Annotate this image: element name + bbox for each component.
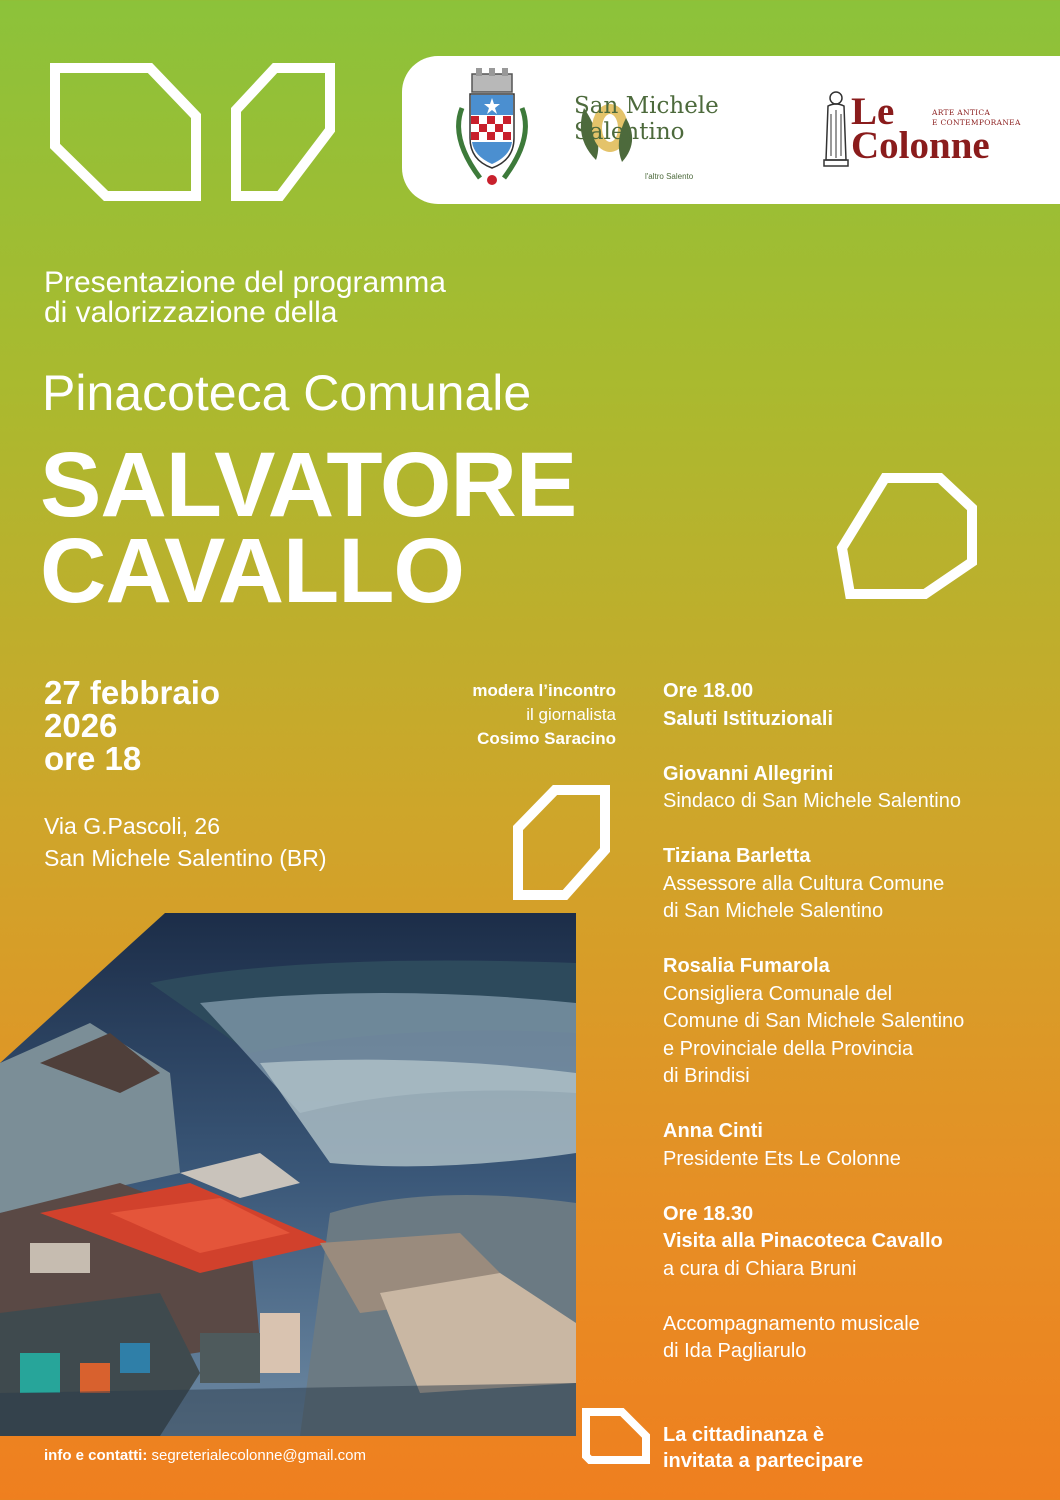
le-colonne-sub-line1: ARTE ANTICA [932, 108, 991, 117]
program-item-title: Rosalia Fumarola [663, 955, 830, 977]
san-michele-logo-text [574, 93, 719, 145]
moderator-line2: il giornalista [526, 705, 616, 724]
artist-name [40, 434, 577, 622]
program-item-line: di San Michele Salentino [663, 900, 884, 922]
program-item-line: Saluti Istituzionali [663, 707, 834, 730]
contact-label: info e contatti: [44, 1447, 148, 1464]
contact-info [44, 1447, 366, 1464]
pinacoteca-heading: Pinacoteca Comunale [42, 365, 532, 421]
program-item-line: Presidente Ets Le Colonne [663, 1147, 901, 1170]
program-list [663, 678, 1053, 1393]
le-colonne-sub-line2: E CONTEMPORANEA [932, 118, 1021, 127]
intro-text [44, 268, 446, 328]
program-item [663, 1201, 1053, 1284]
san-michele-logo-line1: San Michele [574, 93, 719, 119]
intro-line1: Presentazione del programma [44, 266, 446, 299]
program-item-line: Assessore alla Cultura Comune [663, 872, 945, 895]
program-item-title: Ore 18.00 [663, 680, 754, 702]
comune-crest-icon [440, 68, 544, 192]
program-item-line: e Provinciale della Provincia [663, 1037, 914, 1060]
invitation-text [663, 1422, 863, 1474]
program-item-title: Tiziana Barletta [663, 845, 811, 867]
invitation-line1: La cittadinanza è [663, 1424, 825, 1446]
program-item-line: Comune di San Michele Salentino [663, 1010, 965, 1032]
program-item-line: di Ida Pagliarulo [663, 1340, 807, 1362]
program-item [663, 843, 1053, 926]
program-item-line: Visita alla Pinacoteca Cavallo [663, 1230, 943, 1252]
program-item-line: Consigliera Comunale del [663, 982, 893, 1005]
event-date-line2: 2026 [44, 707, 118, 744]
artist-name-line2: CAVALLO [40, 520, 464, 622]
painting-image [0, 913, 576, 1436]
san-michele-tagline: l'altro Salento [645, 172, 694, 181]
event-address [44, 810, 327, 874]
san-michele-logo-line2: Salentino [574, 119, 685, 145]
contact-email[interactable]: segreterialecolonne@gmail.com [151, 1447, 366, 1464]
event-date [44, 676, 220, 775]
program-item-title: Giovanni Allegrini [663, 762, 834, 785]
moderator-name: Cosimo Saracino [477, 729, 616, 748]
moderator-line1: modera l’incontro [472, 681, 616, 700]
program-item-line: di Brindisi [663, 1065, 750, 1087]
le-colonne-name-text: Le Colonne [851, 90, 990, 167]
program-item [663, 1118, 1053, 1173]
program-item [663, 678, 1053, 733]
invitation-line2: invitata a partecipare [663, 1450, 864, 1472]
program-item-title: Anna Cinti [663, 1120, 763, 1142]
address-city: San Michele Salentino (BR) [44, 845, 327, 871]
event-date-line1: 27 febbraio [44, 674, 221, 711]
program-item [663, 1311, 1053, 1366]
moderator-block [412, 679, 616, 751]
event-time: ore 18 [44, 740, 142, 777]
address-street: Via G.Pascoli, 26 [44, 813, 221, 839]
program-item-title: Ore 18.30 [663, 1202, 754, 1225]
program-item [663, 761, 1053, 816]
artist-name-line1: SALVATORE [40, 434, 577, 536]
statue-icon [822, 90, 850, 168]
intro-line2: di valorizzazione della [44, 296, 338, 329]
program-item [663, 953, 1053, 1091]
program-item-line: Sindaco di San Michele Salentino [663, 790, 961, 812]
program-item-line: Accompagnamento musicale [663, 1312, 920, 1335]
le-colonne-logo-name [851, 90, 1031, 167]
program-item-line: a cura di Chiara Bruni [663, 1257, 857, 1280]
